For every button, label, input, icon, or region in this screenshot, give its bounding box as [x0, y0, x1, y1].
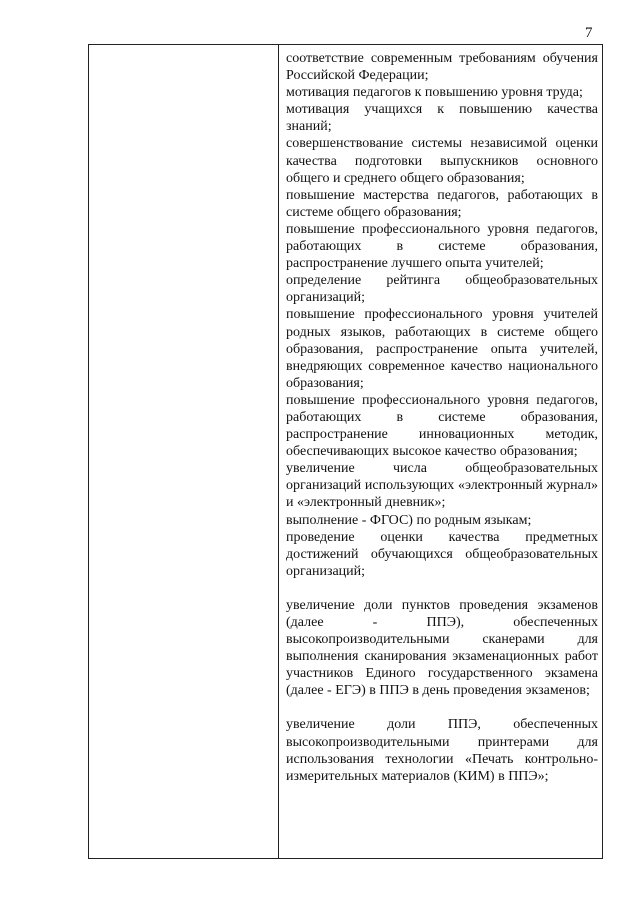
result-item: определение рейтинга общеобразовательных организаций; [286, 273, 598, 306]
page-number: 7 [585, 25, 593, 41]
result-item: совершенствование системы независимой оценки качества подготовки выпускников основного общего и среднего общего образования; [286, 136, 598, 186]
column-divider [278, 45, 279, 858]
result-item: увеличение доли ППЭ, обеспеченных высокопроизводительными принтерами для использования технологии «Печать контрольно-измерительных материалов (КИМ) в ППЭ»; [286, 717, 598, 784]
expected-results-cell [286, 50, 598, 785]
result-item: повышение профессионального уровня учителей родных языков, работающих в системе общего образования, распространение опыта учителей, внедряющих современное качество национального образования; [286, 307, 598, 391]
result-item: повышение профессионального уровня педагогов, работающих в системе образования, распространение лучшего опыта учителей; [286, 221, 598, 272]
results-table [88, 44, 603, 859]
result-item: соответствие современным требованиям обучения Российской Федерации; [286, 51, 598, 84]
result-item: выполнение - ФГОС) по родным языкам; [286, 512, 532, 528]
result-item: мотивация педагогов к повышению уровня труда; [286, 85, 583, 101]
result-item: увеличение числа общеобразовательных организаций использующих «электронный журнал» и «электронный дневник»; [286, 461, 598, 511]
result-item: повышение профессионального уровня педагогов, работающих в системе образования, распространение инновационных методик, обеспечивающих высокое качество образования; [286, 392, 598, 460]
result-item: повышение мастерства педагогов, работающих в системе общего образования; [286, 187, 598, 220]
result-item: проведение оценки качества предметных достижений обучающихся общеобразовательных организаций; [286, 529, 598, 579]
result-item: мотивация учащихся к повышению качества знаний; [286, 102, 598, 135]
result-item: увеличение доли пунктов проведения экзаменов (далее - ППЭ), обеспеченных высокопроизводительными сканерами для выполнения сканирования экзаменационных работ участников Единого государственного экзамена (далее - ЕГЭ) в ППЭ в день проведения экзаменов; [286, 597, 598, 699]
